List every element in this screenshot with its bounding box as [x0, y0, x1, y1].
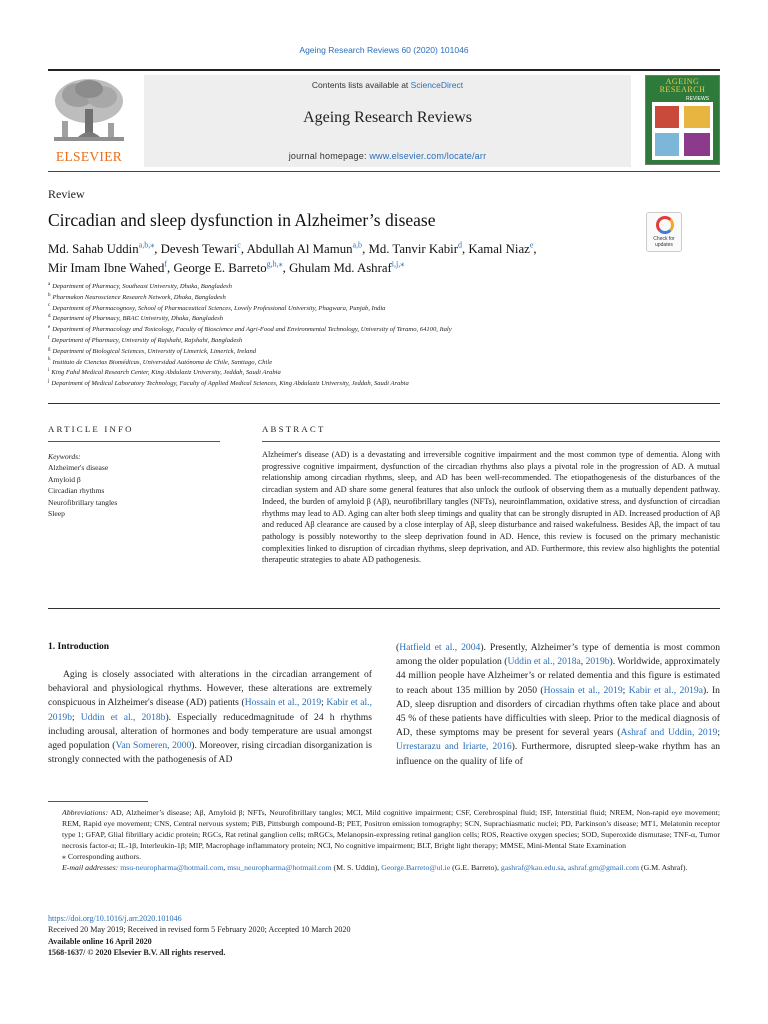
- affiliation-item: [48, 358, 720, 369]
- affiliation-mark: e: [48, 325, 51, 330]
- elsevier-tree-logo: [48, 75, 130, 165]
- author-name: Ghulam Md. Ashraf: [289, 261, 392, 275]
- author-separator: ,: [240, 242, 247, 256]
- affiliation-item: [48, 314, 720, 325]
- updates-icon: [656, 216, 674, 234]
- body-text: ,: [563, 863, 568, 872]
- reference-link[interactable]: George.Barreto@ul.ie: [381, 863, 451, 872]
- copyright: 1568-1637/ © 2020 Elsevier B.V. All rights reserved.: [48, 948, 226, 958]
- body-text: Aging is closely associated with alterations in the circadian arrangement of behavioral and physiological rhythms. However, these alterations are extremely conspicuous in Alzheimer's disease (AD) patients (: [48, 669, 372, 709]
- contents-line: [144, 80, 631, 90]
- footnote-rule: [48, 801, 148, 802]
- body-text: (M. S. Uddin),: [331, 863, 382, 872]
- body-text: ;: [71, 711, 81, 723]
- affiliation-text: King Fahd Medical Research Center, King Abdulaziz University, Jeddah, Saudi Arabia: [51, 369, 281, 377]
- affiliation-item: [48, 368, 720, 379]
- author-name: Devesh Tewari: [160, 242, 238, 256]
- author-affiliation-mark[interactable]: [139, 241, 155, 250]
- affiliation-text: Department of Pharmacology and Toxicology, Faculty of Bioscience and Agri-Food and Environmental Technology, University of Teramo, 64100, Italy: [52, 326, 452, 334]
- reference-link[interactable]: gashraf@kau.edu.sa: [500, 863, 564, 872]
- affiliations-rule: [48, 403, 720, 404]
- email-addresses: [48, 862, 720, 873]
- body-text: ). Moreover, rising circadian disorganization is strongly connected with the pathogenesis of AD: [48, 740, 373, 766]
- affiliation-mark: h: [48, 357, 51, 363]
- affiliation-text: Pharmakon Neuroscience Research Network, Dhaka, Bangladesh: [52, 293, 226, 301]
- abbreviations-label: Abbreviations:: [62, 808, 109, 817]
- affiliation-item: [48, 379, 720, 390]
- article-info-heading: ARTICLE INFO: [48, 424, 134, 434]
- reference-link[interactable]: Hossain et al., 2019: [543, 684, 623, 696]
- body-text: ,: [223, 863, 228, 872]
- affiliation-text: Department of Pharmacy, University of Rajshahi, Rajshahi, Bangladesh: [51, 336, 243, 344]
- keywords-block: [48, 451, 220, 519]
- introduction-left-column: [48, 668, 372, 767]
- journal-citation[interactable]: Ageing Research Reviews 60 (2020) 101046: [299, 45, 469, 55]
- author-separator: ,: [461, 242, 469, 256]
- author-affiliation-mark[interactable]: [353, 241, 363, 250]
- affiliation-mark: g: [48, 346, 51, 352]
- email-label: E-mail addresses:: [62, 863, 119, 872]
- affiliation-letters: f: [164, 259, 168, 269]
- affiliation-item: [48, 325, 720, 336]
- body-text: ). Presently, Alzheimer’s type of dementia is most common among the older population (: [396, 642, 720, 668]
- footnotes: [48, 807, 720, 873]
- affiliation-item: [48, 347, 720, 358]
- affiliation-letters: a,b,: [138, 240, 151, 250]
- affiliation-item: [48, 282, 720, 293]
- publication-info: [48, 913, 720, 959]
- affiliation-list: [48, 282, 720, 390]
- author-name: Mir Imam Ibne Wahed: [48, 261, 165, 275]
- reference-link[interactable]: Ashraf and Uddin, 2019: [620, 727, 718, 739]
- affiliation-mark: c: [48, 303, 51, 309]
- article-title: Circadian and sleep dysfunction in Alzheimer’s disease: [48, 210, 436, 230]
- body-text: (G.E. Barreto),: [450, 863, 501, 872]
- body-text: (G.M. Ashraf).: [639, 863, 688, 872]
- affiliation-letters: a,b: [352, 240, 363, 250]
- reference-link[interactable]: Uddin et al., 2018b: [80, 711, 166, 723]
- reference-link[interactable]: Hatfield et al., 2004: [399, 642, 481, 653]
- affiliation-mark: d: [48, 314, 51, 320]
- author-affiliation-mark[interactable]: [392, 260, 404, 269]
- journal-homepage-link[interactable]: www.elsevier.com/locate/arr: [369, 151, 487, 161]
- affiliation-text: Department of Pharmacognosy, School of Pharmaceutical Sciences, Lovely Professional University, Phagwara, Punjab, India: [52, 304, 386, 312]
- reference-link[interactable]: 2019b: [585, 656, 610, 668]
- affiliation-letters: i,j,: [391, 259, 401, 269]
- author-name: George E. Barreto: [173, 261, 267, 275]
- reference-link[interactable]: ashraf.gm@gmail.com: [567, 863, 640, 872]
- cover-title: AGEING RESEARCH: [659, 77, 706, 94]
- author-name: Abdullah Al Mamun: [246, 242, 353, 256]
- affiliation-text: Department of Pharmacy, BRAC University, Dhaka, Bangladesh: [52, 315, 223, 323]
- affiliation-text: Instituto de Ciencias Biomédicas, Universidad Autónoma de Chile, Santiago, Chile: [52, 358, 273, 366]
- sciencedirect-link[interactable]: ScienceDirect: [410, 80, 464, 90]
- available-online: Available online 16 April 2020: [48, 936, 152, 946]
- affiliation-mark: i: [48, 368, 50, 374]
- affiliation-item: [48, 293, 720, 304]
- publisher-wordmark: ELSEVIER: [55, 149, 123, 164]
- reference-link[interactable]: msu-neuropharma@hotmail.com: [120, 863, 224, 872]
- body-text: ,: [580, 656, 586, 668]
- keyword: Neurofibrillary tangles: [48, 497, 118, 507]
- check-for-updates-badge[interactable]: [646, 212, 682, 252]
- affiliation-mark: j: [48, 378, 50, 384]
- tree-icon: [48, 75, 130, 147]
- header-rule: [48, 69, 720, 71]
- affiliation-item: [48, 304, 720, 315]
- article-info-rule: [48, 441, 220, 442]
- affiliation-letters: e: [529, 240, 534, 250]
- body-text: ). Especially reducedmagnitude of 24 h rhythms including arousal, alteration of hormones and body temperature are usual amongst aged population (: [48, 711, 372, 752]
- reference-link[interactable]: Kabir et al., 2019b: [48, 697, 372, 723]
- journal-name: Ageing Research Reviews: [303, 109, 472, 126]
- received-dates: Received 20 May 2019; Received in revised form 5 February 2020; Accepted 10 March 2020: [48, 925, 351, 935]
- article-type: Review: [48, 187, 85, 201]
- cover-art-icon: [652, 102, 713, 160]
- corresponding-star: ⁎: [150, 240, 155, 250]
- doi-link[interactable]: https://doi.org/10.1016/j.arr.2020.101046: [48, 914, 182, 923]
- reference-link[interactable]: Urrestarazu and Iriarte, 2016: [396, 741, 512, 753]
- masthead-banner: [144, 75, 631, 167]
- author-separator: ,: [362, 242, 369, 256]
- keyword: Circadian rhythms: [48, 486, 105, 496]
- reference-link[interactable]: Van Someren, 2000: [115, 740, 192, 752]
- author-name: Md. Tanvir Kabir: [368, 242, 458, 256]
- affiliation-letters: g,h,: [266, 259, 279, 269]
- author-affiliation-mark[interactable]: [267, 260, 283, 269]
- cover-subtitle: REVIEWS: [686, 96, 710, 102]
- body-text: ;: [622, 684, 629, 696]
- author-separator: ,: [167, 261, 174, 275]
- author-name: Md. Sahab Uddin: [48, 242, 139, 256]
- reference-link[interactable]: msu_neuropharma@hotmail.com: [227, 863, 332, 872]
- reference-link[interactable]: Hossain et al., 2019: [244, 697, 322, 709]
- abstract-text: Alzheimer's disease (AD) is a devastating and irreversible cognitive impairment and the most common type of dementia. Along with progressive cognitive impairment, dysfunction of the circadian rhythms also plays a pivotal role in the progression of AD. A mutual relationship among circadian rhythms, sleep, and AD has been well-recommended. The etiopathogenesis of the disturbances of the circadian system and AD share some general features that also unlock the outlook of observing them as a mutually dependent pathway. Indeed, the burden of amyloid β (Aβ), neurofibrillary tangles (NFTs), neuroinflammation, oxidative stress, and dysfunction of circadian rhythms may lead to AD. Aging can alter both sleep timings and quality that can be strongly disrupted in AD. Increased production of Aβ and reduced Aβ clearance are caused by a close interplay of Aβ, sleep disturbance and raised wakefulness. Besides Aβ, the impact of tau pathology is possibly noteworthy to the sleep deprivation found in AD. Hence, this review is focused on the primary mechanistic complexities linked to disruption of circadian rhythms, sleep deprivation, and AD. Furthermore, this review also highlights the potential therapeutic strategies to abate AD pathogenesis.: [262, 450, 720, 565]
- body-text: ). Furthermore, disrupted sleep-wake rhythm has an influence on the quality of life of: [396, 741, 720, 767]
- masthead-rule: [48, 171, 720, 172]
- body-text: ). Worldwide, approximately 44 million people have Alzheimer’s or related dementia and this figure is estimated to reach about 135 million by 2050 (: [396, 656, 720, 696]
- affiliation-letters: c: [237, 240, 241, 250]
- keyword: Amyloid β: [48, 474, 81, 484]
- reference-link[interactable]: Kabir et al., 2019a: [628, 684, 703, 696]
- abstract-rule: [262, 441, 720, 442]
- keyword: Alzheimer's disease: [48, 463, 109, 473]
- abstract-heading: ABSTRACT: [262, 424, 326, 434]
- masthead: [48, 75, 720, 167]
- affiliation-item: [48, 336, 720, 347]
- affiliation-letters: d: [457, 240, 462, 250]
- author-separator: ,: [282, 261, 290, 275]
- cover-artwork: [652, 102, 713, 160]
- homepage-prefix: journal homepage:: [288, 151, 370, 161]
- homepage-line: [144, 151, 631, 161]
- affiliation-mark: a: [48, 281, 51, 287]
- author-list: [48, 240, 648, 278]
- body-text: ;: [321, 697, 327, 709]
- abstract-bottom-rule: [48, 608, 720, 609]
- body-text: (: [396, 642, 400, 653]
- author-separator: ,: [533, 242, 537, 256]
- reference-link[interactable]: Uddin et al., 2018a: [507, 656, 581, 668]
- contents-prefix: Contents lists available at: [311, 80, 411, 90]
- affiliation-text: Department of Medical Laboratory Technology, Faculty of Applied Medical Sciences, King Abdulaziz University, Jeddah, Saudi Arabia: [51, 380, 409, 388]
- journal-cover-thumbnail[interactable]: [645, 75, 720, 165]
- affiliation-text: Department of Biological Sciences, University of Limerick, Limerick, Ireland: [52, 347, 257, 355]
- keyword-list: [48, 462, 220, 519]
- section-heading-introduction: 1. Introduction: [48, 642, 110, 652]
- affiliation-text: Department of Pharmacy, Southeast University, Dhaka, Bangladesh: [52, 283, 232, 290]
- corresponding-star: ⁎: [400, 259, 405, 269]
- abbreviations-footnote: [48, 807, 720, 851]
- abbreviations-text: AD, Alzheimer’s disease; Aβ, Amyloid β; NFTs, Neurofibrillary tangles; MCI, Mild cognitive impairment; CSF, Cerebrospinal fluid; ISF, Interstitial fluid; NREM, Non-rapid eye movement; REM, Rapid eye movement; CNS, Central nervous system; PiB, Pittsburgh compound-B; PET, Positron emission tomography; SCN, Suprachiasmatic nuclei; PD, Parkinson’s disease; MT1, Melatonin receptor type 1; GFAP, Glial fibrillary acidic protein; RGCs, Rat retinal ganglion cells; mRGCs, Melanopsin-expressing retinal ganglion cells; ROS, Reactive oxygen species; SOD, Superoxide dismutase; TNF-α, Tumor necrosis factor-α; IL-1β, Interleukin-1β; MIP, Macrophage inflammatory protein; NCI, No cognitive impairment; BLT, Bright light therapy; MMSE, Mini-Mental State Examination: [62, 808, 720, 850]
- affiliation-mark: b: [48, 292, 51, 298]
- corresponding-star: ⁎: [278, 259, 283, 269]
- author-name: Kamal Niaz: [468, 242, 530, 256]
- keyword: Sleep: [48, 509, 65, 519]
- keywords-label: Keywords:: [48, 452, 81, 461]
- body-text: ). In AD, sleep disruption and disorders of circadian rhythms often take place and about 45 % of these patients have difficulties with sleep. Prior to the medical diagnosis of AD, these symptoms may be present for several years (: [396, 684, 720, 739]
- corresponding-note: ⁎ Corresponding authors.: [62, 852, 142, 861]
- updates-label: Check for updates: [653, 236, 675, 248]
- author-separator: ,: [154, 242, 161, 256]
- affiliation-mark: f: [48, 335, 50, 341]
- introduction-right-column: [396, 641, 720, 769]
- body-text: ;: [717, 727, 720, 739]
